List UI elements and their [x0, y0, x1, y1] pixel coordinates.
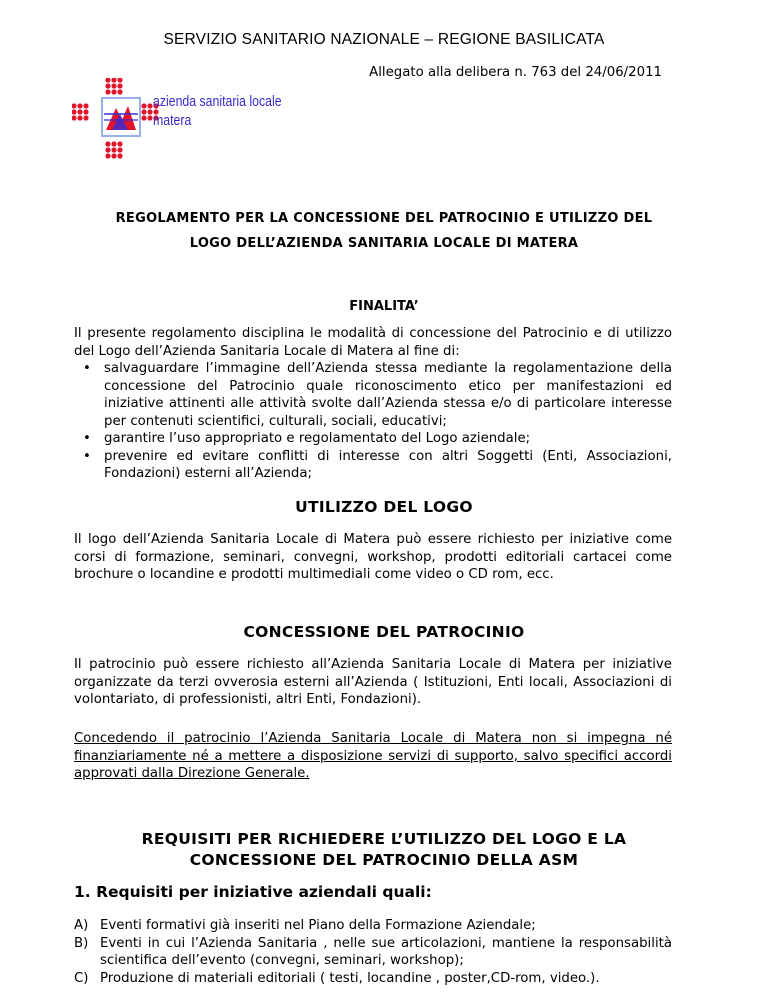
document-title	[80, 206, 688, 256]
list-item: • garantire l’uso appropriato e regolamentato del Logo aziendale;	[83, 431, 531, 446]
utilizzo-logo-heading: UTILIZZO DEL LOGO	[295, 498, 473, 516]
list-item: B) Eventi in cui l’Azienda Sanitaria , nelle sue articolazioni, mantiene la responsabilità scientifica dell’evento (convegni, seminari, workshop);	[74, 935, 672, 968]
logo-line1: azienda sanitaria locale	[153, 93, 282, 110]
requisiti-list	[74, 917, 672, 987]
finalita-heading: FINALITA’	[349, 299, 419, 314]
patrocinio-heading: CONCESSIONE DEL PATROCINIO	[243, 623, 525, 641]
requisiti-heading-line1: REQUISITI PER RICHIEDERE L’UTILIZZO DEL LOGO E LA	[141, 830, 627, 848]
list-item: C) Produzione di materiali editoriali ( testi, locandine , poster,CD-rom, video.).	[74, 970, 600, 986]
requisiti-subheading: 1. Requisiti per iniziative aziendali quali:	[74, 883, 432, 901]
list-item: • prevenire ed evitare conflitti di interesse con altri Soggetti (Enti, Associazioni, Fondazioni) esterni all’Azienda;	[83, 448, 672, 481]
title-line2: LOGO DELL’AZIENDA SANITARIA LOCALE DI MATERA	[189, 236, 579, 251]
finalita-bullets	[74, 360, 672, 483]
list-item: A) Eventi formativi già inseriti nel Piano della Formazione Aziendale;	[74, 918, 536, 933]
requisiti-heading	[130, 829, 638, 871]
logo-wordmark	[153, 92, 310, 130]
allegato-reference: Allegato alla delibera n. 763 del 24/06/2011	[369, 65, 662, 80]
logo-line2: matera	[153, 112, 192, 129]
page-header: SERVIZIO SANITARIO NAZIONALE – REGIONE BASILICATA	[163, 31, 605, 48]
finalita-section	[74, 325, 672, 483]
logo-emblem-icon	[104, 106, 138, 130]
list-item: • salvaguardare l’immagine dell’Azienda stessa mediante la regolamentazione della concessione del Patrocinio quale riconoscimento etico per manifestazioni ed iniziative attinenti alle attività svolte dall’Azienda stessa e/o di particolare interesse per contenuti scientifici, culturali, sociali, educativi;	[83, 361, 672, 429]
utilizzo-logo-text: Il logo dell’Azienda Sanitaria Locale di Matera può essere richiesto per iniziative come corsi di formazione, seminari, convegni, workshop, prodotti editoriali cartacei come brochure o locandine e prodotti multimediali come video o CD rom, ecc.	[74, 532, 672, 582]
patrocinio-disclaimer: Concedendo il patrocinio l’Azienda Sanitaria Locale di Matera non si impegna né finanziariamente né a mettere a disposizione servizi di supporto, salvo specifici accordi approvati dalla Direzione Generale.	[74, 731, 672, 781]
title-line1: REGOLAMENTO PER LA CONCESSIONE DEL PATROCINIO E UTILIZZO DEL	[115, 211, 653, 226]
patrocinio-text: Il patrocinio può essere richiesto all’Azienda Sanitaria Locale di Matera per iniziative organizzate da terzi ovverosia esterni all’Azienda ( Istituzioni, Enti locali, Associazioni di volontariato, di professionisti, altri Enti, Fondazioni).	[74, 657, 672, 707]
requisiti-heading-line2: CONCESSIONE DEL PATROCINIO DELLA ASM	[189, 851, 579, 869]
finalita-intro: Il presente regolamento disciplina le modalità di concessione del Patrocinio e di utilizzo del Logo dell’Azienda Sanitaria Locale di Matera al fine di:	[74, 326, 672, 359]
